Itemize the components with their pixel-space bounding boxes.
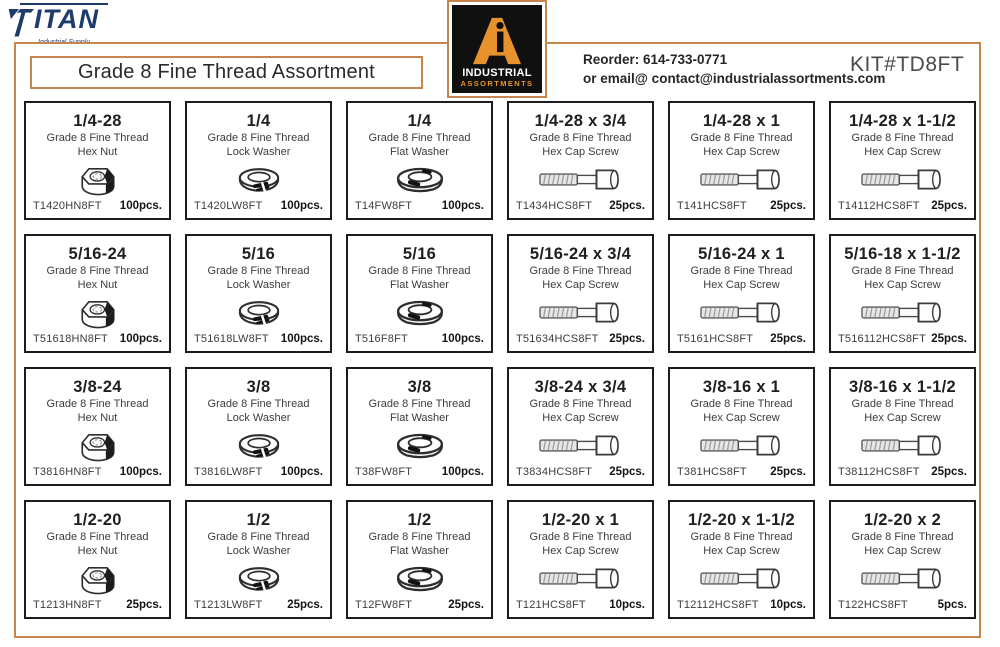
part-desc-line1: Grade 8 Fine Thread bbox=[529, 531, 632, 543]
reorder-email: or email@ contact@industrialassortments.com bbox=[583, 70, 886, 86]
hex-cap-screw-icon bbox=[537, 297, 625, 328]
part-number: T1434HCS8FT bbox=[516, 200, 593, 212]
part-cell bbox=[507, 367, 654, 486]
part-cell bbox=[668, 367, 815, 486]
part-size: 3/8-24 x 3/4 bbox=[534, 378, 627, 396]
kit-number: KIT#TD8FT bbox=[850, 53, 965, 76]
part-cell bbox=[829, 101, 976, 220]
part-cell bbox=[24, 500, 171, 619]
part-desc-line2: Hex Cap Screw bbox=[542, 279, 619, 292]
part-desc-line1: Grade 8 Fine Thread bbox=[46, 398, 149, 410]
part-size: 1/4 bbox=[246, 112, 271, 130]
part-quantity: 25pcs. bbox=[609, 200, 645, 212]
part-desc-line1: Grade 8 Fine Thread bbox=[207, 531, 310, 543]
part-desc-line1: Grade 8 Fine Thread bbox=[690, 398, 793, 410]
part-size: 1/2 bbox=[246, 511, 271, 529]
hex-cap-screw-icon bbox=[698, 164, 786, 195]
part-desc-line1: Grade 8 Fine Thread bbox=[529, 398, 632, 410]
part-desc-line2: Hex Cap Screw bbox=[864, 146, 941, 159]
part-number: T12112HCS8FT bbox=[677, 599, 759, 611]
titan-wordmark: ITAN bbox=[34, 4, 99, 34]
part-size: 3/8 bbox=[246, 378, 271, 396]
part-desc-line1: Grade 8 Fine Thread bbox=[207, 132, 310, 144]
part-desc-line1: Grade 8 Fine Thread bbox=[851, 132, 954, 144]
hex-cap-screw-icon bbox=[698, 297, 786, 328]
part-desc-line2: Hex Nut bbox=[77, 545, 118, 558]
logo-text-assortments: ASSORTMENTS bbox=[460, 79, 534, 88]
part-quantity: 10pcs. bbox=[770, 599, 806, 611]
part-number: T122HCS8FT bbox=[838, 599, 908, 611]
part-quantity: 25pcs. bbox=[931, 200, 967, 212]
hex-cap-screw-icon bbox=[537, 563, 625, 594]
part-size: 3/8-24 bbox=[73, 378, 122, 396]
part-desc-line1: Grade 8 Fine Thread bbox=[46, 531, 149, 543]
part-quantity: 25pcs. bbox=[448, 599, 484, 611]
part-size: 5/16 bbox=[402, 245, 437, 263]
part-number: T1213HN8FT bbox=[33, 599, 102, 611]
hex-cap-screw-icon bbox=[859, 164, 947, 195]
flat-washer-icon bbox=[390, 430, 450, 461]
part-desc-line2: Hex Cap Screw bbox=[703, 412, 780, 425]
part-number: T51634HCS8FT bbox=[516, 333, 599, 345]
part-desc-line2: Flat Washer bbox=[390, 545, 449, 558]
part-desc-line1: Grade 8 Fine Thread bbox=[368, 132, 471, 144]
hex-cap-screw-icon bbox=[537, 164, 625, 195]
part-desc-line2: Hex Cap Screw bbox=[542, 146, 619, 159]
hex-cap-screw-icon bbox=[537, 430, 625, 461]
part-size: 3/8-16 x 1 bbox=[702, 378, 781, 396]
part-cell bbox=[24, 101, 171, 220]
part-quantity: 100pcs. bbox=[280, 200, 323, 212]
part-number: T12FW8FT bbox=[355, 599, 413, 611]
reorder-contact bbox=[583, 51, 885, 89]
part-quantity: 100pcs. bbox=[280, 466, 323, 478]
part-size: 1/2 bbox=[407, 511, 432, 529]
part-number: T1420LW8FT bbox=[194, 200, 263, 212]
part-size: 5/16-24 bbox=[68, 245, 127, 263]
part-desc-line2: Hex Cap Screw bbox=[542, 545, 619, 558]
lock-washer-icon bbox=[231, 298, 287, 328]
part-cell bbox=[668, 500, 815, 619]
part-number: T3834HCS8FT bbox=[516, 466, 593, 478]
part-quantity: 10pcs. bbox=[609, 599, 645, 611]
part-desc-line1: Grade 8 Fine Thread bbox=[368, 265, 471, 277]
part-cell bbox=[507, 234, 654, 353]
part-cell bbox=[507, 101, 654, 220]
part-desc-line1: Grade 8 Fine Thread bbox=[46, 132, 149, 144]
part-desc-line1: Grade 8 Fine Thread bbox=[368, 398, 471, 410]
lock-washer-icon bbox=[231, 431, 287, 461]
industrial-assortments-a-icon bbox=[471, 17, 523, 65]
part-number: T3816HN8FT bbox=[33, 466, 102, 478]
part-desc-line1: Grade 8 Fine Thread bbox=[529, 132, 632, 144]
part-quantity: 100pcs. bbox=[119, 200, 162, 212]
part-desc-line2: Lock Washer bbox=[226, 412, 291, 425]
part-cell bbox=[829, 500, 976, 619]
hex-nut-icon bbox=[77, 428, 119, 464]
part-size: 1/2-20 x 2 bbox=[863, 511, 942, 529]
part-desc-line2: Hex Cap Screw bbox=[864, 545, 941, 558]
industrial-assortments-logo bbox=[447, 0, 547, 98]
flat-washer-icon bbox=[390, 563, 450, 594]
flat-washer-icon bbox=[390, 297, 450, 328]
part-cell bbox=[346, 234, 493, 353]
part-size: 1/2-20 bbox=[73, 511, 122, 529]
hex-cap-screw-icon bbox=[859, 297, 947, 328]
part-desc-line2: Hex Cap Screw bbox=[542, 412, 619, 425]
part-cell bbox=[185, 101, 332, 220]
part-desc-line2: Hex Cap Screw bbox=[864, 279, 941, 292]
part-quantity: 25pcs. bbox=[609, 466, 645, 478]
part-desc-line1: Grade 8 Fine Thread bbox=[851, 398, 954, 410]
part-desc-line1: Grade 8 Fine Thread bbox=[207, 265, 310, 277]
part-number: T3816LW8FT bbox=[194, 466, 263, 478]
part-quantity: 25pcs. bbox=[770, 333, 806, 345]
part-number: T516F8FT bbox=[355, 333, 408, 345]
part-size: 3/8-16 x 1-1/2 bbox=[849, 378, 956, 396]
part-cell bbox=[346, 101, 493, 220]
part-size: 5/16-18 x 1-1/2 bbox=[844, 245, 961, 263]
part-desc-line1: Grade 8 Fine Thread bbox=[368, 531, 471, 543]
part-size: 5/16 bbox=[241, 245, 276, 263]
reorder-phone: Reorder: 614-733-0771 bbox=[583, 52, 728, 67]
part-quantity: 100pcs. bbox=[280, 333, 323, 345]
part-cell bbox=[829, 234, 976, 353]
part-cell bbox=[668, 234, 815, 353]
part-size: 5/16-24 x 3/4 bbox=[529, 245, 632, 263]
part-quantity: 25pcs. bbox=[126, 599, 162, 611]
part-desc-line1: Grade 8 Fine Thread bbox=[46, 265, 149, 277]
hex-nut-icon bbox=[77, 561, 119, 597]
part-number: T516112HCS8FT bbox=[838, 333, 926, 345]
part-number: T381HCS8FT bbox=[677, 466, 747, 478]
part-desc-line2: Hex Cap Screw bbox=[703, 146, 780, 159]
part-desc-line1: Grade 8 Fine Thread bbox=[690, 531, 793, 543]
part-desc-line2: Hex Cap Screw bbox=[703, 545, 780, 558]
part-desc-line2: Flat Washer bbox=[390, 279, 449, 292]
hex-cap-screw-icon bbox=[859, 563, 947, 594]
titan-logo bbox=[8, 3, 158, 46]
part-quantity: 25pcs. bbox=[770, 200, 806, 212]
part-number: T38FW8FT bbox=[355, 466, 413, 478]
part-desc-line2: Lock Washer bbox=[226, 279, 291, 292]
part-cell bbox=[24, 367, 171, 486]
part-quantity: 100pcs. bbox=[441, 333, 484, 345]
part-desc-line1: Grade 8 Fine Thread bbox=[690, 265, 793, 277]
part-quantity: 100pcs. bbox=[441, 466, 484, 478]
hex-nut-icon bbox=[77, 295, 119, 331]
hex-nut-icon bbox=[77, 162, 119, 198]
part-desc-line2: Hex Nut bbox=[77, 412, 118, 425]
part-size: 1/4-28 bbox=[73, 112, 122, 130]
part-number: T14112HCS8FT bbox=[838, 200, 920, 212]
part-number: T51618LW8FT bbox=[194, 333, 269, 345]
part-number: T1213LW8FT bbox=[194, 599, 263, 611]
page-title: Grade 8 Fine Thread Assortment bbox=[78, 61, 375, 83]
part-desc-line1: Grade 8 Fine Thread bbox=[207, 398, 310, 410]
part-desc-line2: Hex Cap Screw bbox=[703, 279, 780, 292]
part-cell bbox=[346, 500, 493, 619]
lock-washer-icon bbox=[231, 564, 287, 594]
part-desc-line2: Hex Cap Screw bbox=[864, 412, 941, 425]
part-quantity: 25pcs. bbox=[931, 333, 967, 345]
part-size: 5/16-24 x 1 bbox=[698, 245, 785, 263]
part-number: T38112HCS8FT bbox=[838, 466, 920, 478]
part-number: T5161HCS8FT bbox=[677, 333, 754, 345]
part-cell bbox=[346, 367, 493, 486]
part-size: 1/4-28 x 3/4 bbox=[534, 112, 627, 130]
part-desc-line2: Lock Washer bbox=[226, 146, 291, 159]
part-quantity: 25pcs. bbox=[609, 333, 645, 345]
hex-cap-screw-icon bbox=[698, 430, 786, 461]
part-size: 1/4-28 x 1 bbox=[702, 112, 781, 130]
part-desc-line1: Grade 8 Fine Thread bbox=[851, 265, 954, 277]
part-number: T141HCS8FT bbox=[677, 200, 747, 212]
assortment-title-box bbox=[30, 56, 423, 89]
part-size: 1/2-20 x 1 bbox=[541, 511, 620, 529]
part-cell bbox=[507, 500, 654, 619]
part-cell bbox=[24, 234, 171, 353]
part-size: 1/4-28 x 1-1/2 bbox=[849, 112, 956, 130]
part-desc-line2: Flat Washer bbox=[390, 146, 449, 159]
lock-washer-icon bbox=[231, 165, 287, 195]
part-cell bbox=[185, 367, 332, 486]
part-number: T51618HN8FT bbox=[33, 333, 108, 345]
part-quantity: 25pcs. bbox=[770, 466, 806, 478]
part-desc-line2: Flat Washer bbox=[390, 412, 449, 425]
part-quantity: 25pcs. bbox=[931, 466, 967, 478]
part-cell bbox=[829, 367, 976, 486]
part-number: T1420HN8FT bbox=[33, 200, 102, 212]
hex-cap-screw-icon bbox=[698, 563, 786, 594]
part-quantity: 100pcs. bbox=[441, 200, 484, 212]
part-desc-line2: Lock Washer bbox=[226, 545, 291, 558]
logo-text-industrial: INDUSTRIAL bbox=[462, 66, 532, 79]
part-desc-line1: Grade 8 Fine Thread bbox=[690, 132, 793, 144]
part-desc-line1: Grade 8 Fine Thread bbox=[851, 531, 954, 543]
part-number: T121HCS8FT bbox=[516, 599, 586, 611]
part-desc-line2: Hex Nut bbox=[77, 146, 118, 159]
part-size: 1/4 bbox=[407, 112, 432, 130]
flat-washer-icon bbox=[390, 164, 450, 195]
part-cell bbox=[668, 101, 815, 220]
part-cell bbox=[185, 234, 332, 353]
parts-grid bbox=[24, 101, 976, 619]
part-cell bbox=[185, 500, 332, 619]
part-size: 3/8 bbox=[407, 378, 432, 396]
hex-cap-screw-icon bbox=[859, 430, 947, 461]
part-quantity: 100pcs. bbox=[119, 466, 162, 478]
part-quantity: 5pcs. bbox=[937, 599, 967, 611]
part-desc-line1: Grade 8 Fine Thread bbox=[529, 265, 632, 277]
part-number: T14FW8FT bbox=[355, 200, 413, 212]
part-size: 1/2-20 x 1-1/2 bbox=[688, 511, 795, 529]
part-quantity: 100pcs. bbox=[119, 333, 162, 345]
part-quantity: 25pcs. bbox=[287, 599, 323, 611]
titan-t-icon bbox=[8, 5, 34, 39]
part-desc-line2: Hex Nut bbox=[77, 279, 118, 292]
